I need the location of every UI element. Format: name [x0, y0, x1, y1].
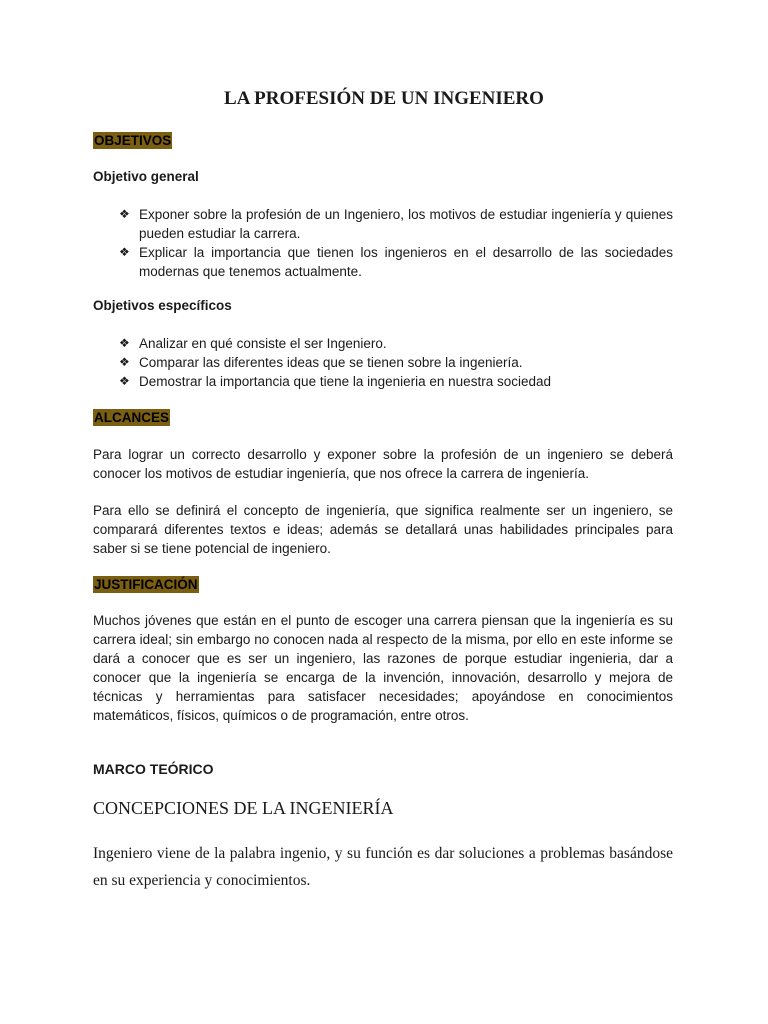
marco-teorico-heading: MARCO TEÓRICO — [93, 761, 214, 777]
justificacion-paragraph: Muchos jóvenes que están en el punto de escoger una carrera piensan que la ingeniería es su carrera ideal; sin embargo no conocen nada al respecto de la misma, por ello en este informe se dará a conocer que es ser un ingeniero, las razones de porque estudiar ingenieria, dar a conocer que la ingeniería se encarga de la invención, innovación, desarrollo y mejora de técnicas y herramientas para satisfacer necesidades; apoyándose en conocimientos matemáticos, físicos, químicos o de programación, entre otros. — [93, 613, 673, 723]
list-item: ❖ Demostrar la importancia que tiene la ingenieria en nuestra sociedad — [119, 374, 551, 389]
list-item: ❖ Explicar la importancia que tienen los ingenieros en el desarrollo de las sociedades modernas que tenemos actualmente. — [119, 245, 673, 279]
list-item: ❖ Exponer sobre la profesión de un Ingeniero, los motivos de estudiar ingeniería y quienes pueden estudiar la carrera. — [119, 207, 673, 241]
alcances-paragraph-2: Para ello se definirá el concepto de ingeniería, que significa realmente ser un ingeniero, se comparará diferentes textos e ideas; además se detallará unas habilidades principales para saber si se tiene potencial de ingeniero. — [93, 503, 673, 556]
objetivos-heading: OBJETIVOS — [94, 133, 172, 148]
objetivos-especificos-list — [93, 334, 673, 391]
diamond-dots-icon: ❖ — [119, 207, 130, 221]
justificacion-heading: JUSTIFICACIÓN — [94, 577, 198, 592]
concepciones-heading: CONCEPCIONES DE LA INGENIERÍA — [93, 798, 394, 818]
diamond-dots-icon: ❖ — [119, 355, 130, 369]
list-item: ❖ Comparar las diferentes ideas que se tienen sobre la ingeniería. — [119, 355, 523, 370]
diamond-dots-icon: ❖ — [119, 245, 130, 259]
diamond-dots-icon: ❖ — [119, 374, 130, 388]
alcances-paragraph-1: Para lograr un correcto desarrollo y exponer sobre la profesión de un ingeniero se deberá conocer los motivos de estudiar ingeniería, que nos ofrece la carrera de ingeniería. — [93, 447, 673, 481]
objetivos-especificos-label: Objetivos específicos — [93, 298, 232, 313]
objetivo-general-label: Objetivo general — [93, 169, 199, 184]
document-title: LA PROFESIÓN DE UN INGENIERO — [224, 88, 544, 109]
diamond-dots-icon: ❖ — [119, 336, 130, 350]
objetivo-general-list — [93, 205, 673, 281]
alcances-heading: ALCANCES — [94, 410, 170, 425]
list-item: ❖ Analizar en qué consiste el ser Ingeniero. — [119, 336, 387, 351]
concepciones-paragraph: Ingeniero viene de la palabra ingenio, y su función es dar soluciones a problemas basándose en su experiencia y conocimientos. — [93, 845, 673, 889]
